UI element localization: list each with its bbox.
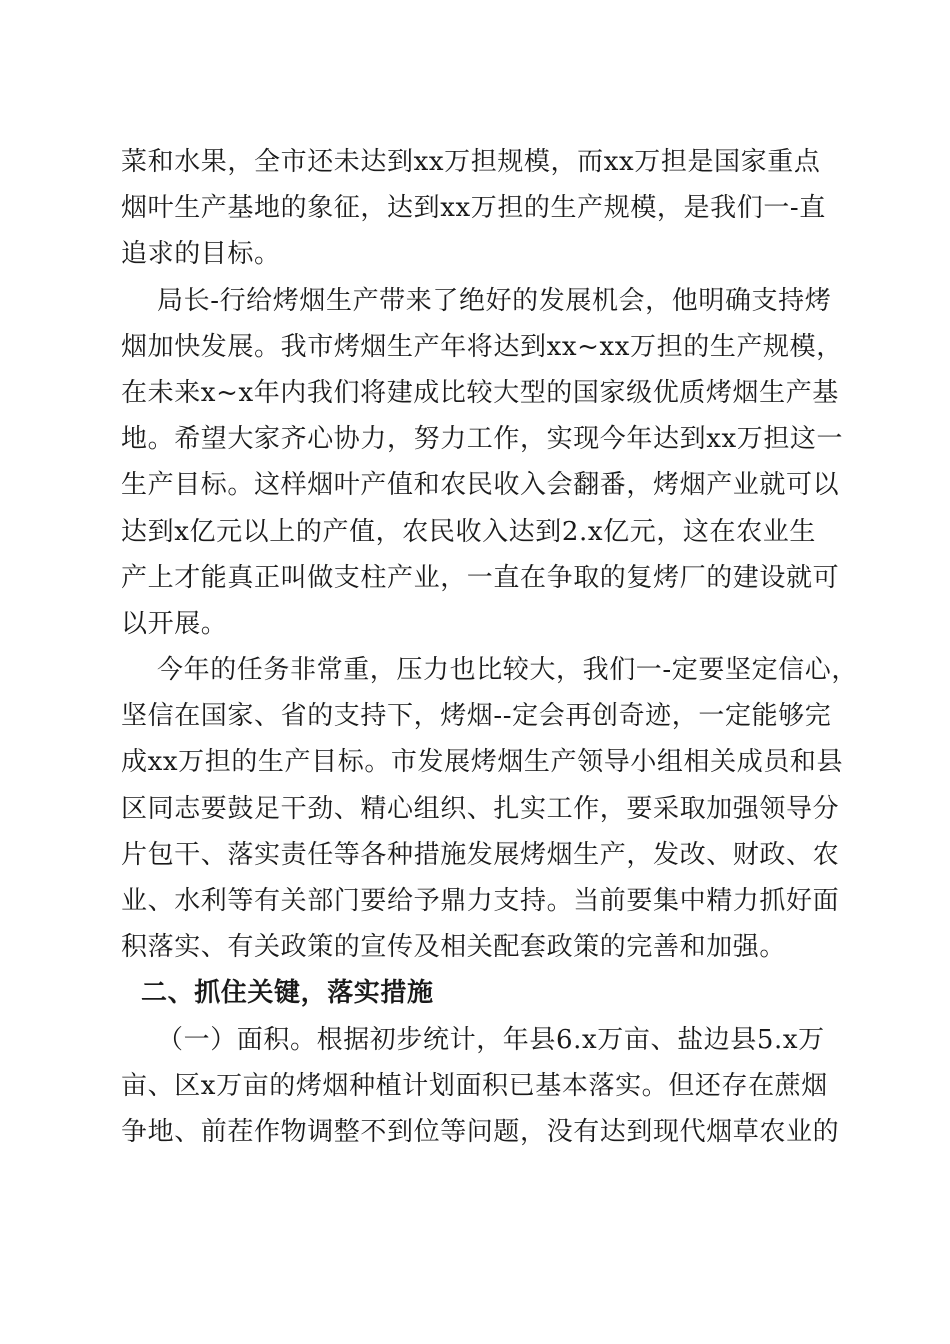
paragraph-first-line: 今年的任务非常重，压力也比较大，我们一-定要坚定信心， xyxy=(157,655,858,686)
document-page xyxy=(121,139,858,1155)
paragraph-first-line: 局长-行给烤烟生产带来了绝好的发展机会，他明确支持烤 xyxy=(157,285,832,316)
text-line: 片包干、落实责任等各种措施发展烤烟生产，发改、财政、农 xyxy=(121,839,840,870)
text-line: 积落实、有关政策的宣传及相关配套政策的完善和加强。 xyxy=(121,932,787,963)
text-line: 以开展。 xyxy=(121,608,228,639)
text-line: 生产目标。这样烟叶产值和农民收入会翻番，烤烟产业就可以 xyxy=(121,470,840,501)
text-line: 追求的目标。 xyxy=(121,239,281,270)
paragraph-first-line: （一）面积。根据初步统计，年县6.x万亩、盐边县5.x万 xyxy=(157,1024,825,1055)
text-line: 菜和水果，全市还未达到xx万担规模，而xx万担是国家重点 xyxy=(121,147,821,177)
text-line: 地。希望大家齐心协力，努力工作，实现今年达到xx万担这一 xyxy=(121,424,844,455)
text-line: 区同志要鼓足干劲、精心组织、扎实工作，要采取加强领导分 xyxy=(121,793,840,824)
text-line: 烟叶生产基地的象征，达到xx万担的生产规模，是我们一-直 xyxy=(121,193,826,224)
text-line: 在未来x~x年内我们将建成比较大型的国家级优质烤烟生产基 xyxy=(121,377,839,408)
text-line: 成xx万担的生产目标。市发展烤烟生产领导小组相关成员和县 xyxy=(121,747,844,778)
text-line: 烟加快发展。我市烤烟生产年将达到xx~xx万担的生产规模， xyxy=(121,331,843,362)
text-line: 业、水利等有关部门要给予鼎力支持。当前要集中精力抓好面 xyxy=(121,886,840,916)
text-line: 坚信在国家、省的支持下，烤烟--定会再创奇迹，一定能够完 xyxy=(121,701,832,732)
text-line: 产上才能真正叫做支柱产业，一直在争取的复烤厂的建设就可 xyxy=(121,562,840,593)
text-line: 达到x亿元以上的产值，农民收入达到2.x亿元，这在农业生 xyxy=(121,516,816,547)
text-line: 争地、前茬作物调整不到位等问题，没有达到现代烟草农业的 xyxy=(121,1116,840,1147)
section-heading: 二、抓住关键，落实措施 xyxy=(141,978,434,1009)
text-line: 亩、区x万亩的烤烟种植计划面积已基本落实。但还存在蔗烟 xyxy=(121,1070,828,1101)
